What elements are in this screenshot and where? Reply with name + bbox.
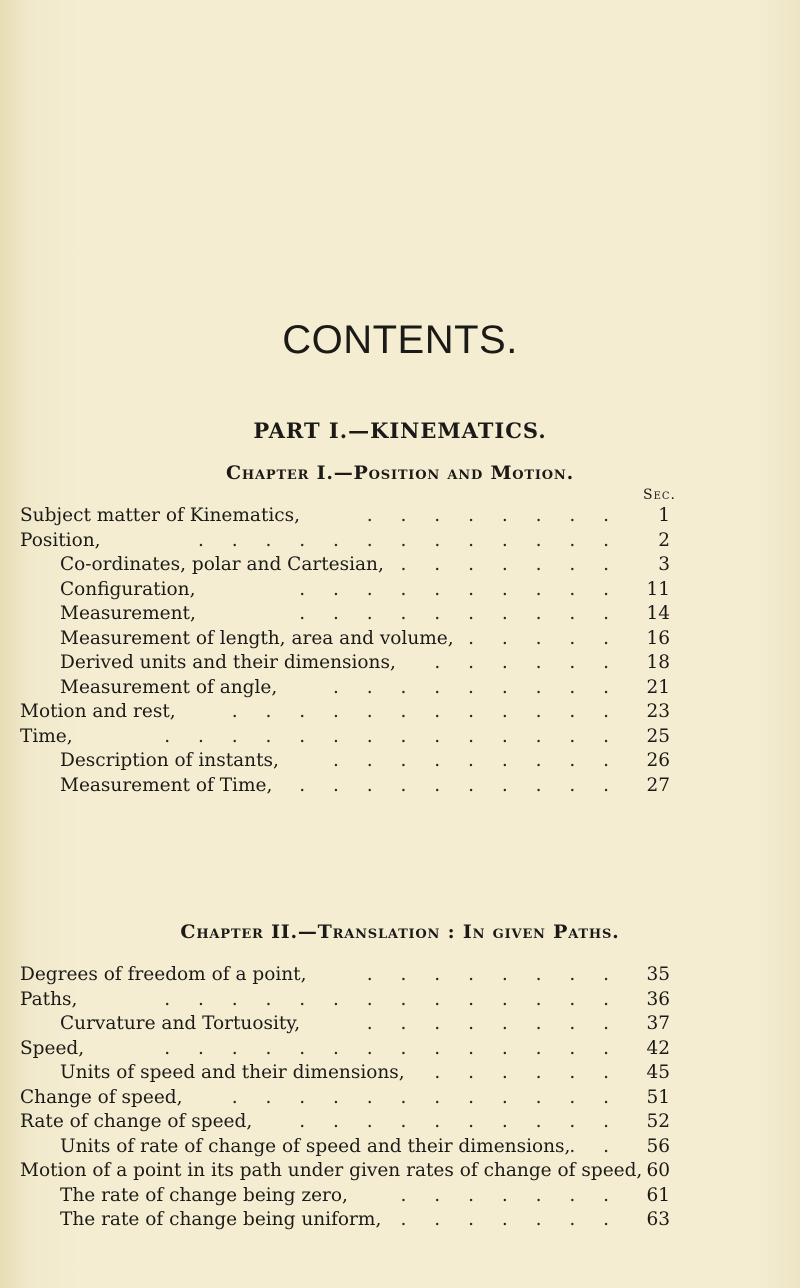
chapter-2-toc [0,963,800,1233]
toc-entry-section-number: 56 [646,1135,670,1157]
chapter-1-title: Chapter I.—Position and Motion. [225,462,575,484]
chapter-2-title: Chapter II.—Translation : In given Paths. [180,921,620,943]
toc-entry-label: Units of speed and their dimensions, [60,1062,405,1083]
dot-leader: . . . . . . . [400,1184,620,1206]
toc-entry [0,725,800,750]
toc-entry-section-number: 3 [658,554,670,575]
toc-entry-label: Paths, [20,988,78,1010]
chapter-1-toc [0,504,800,798]
dot-leader: . . . . . . . . [366,505,620,526]
toc-entry-section-number: 1 [658,505,670,526]
toc-entry-label: The rate of change being uniform, [60,1209,382,1230]
toc-entry-section-number: 21 [646,676,670,698]
toc-entry-section-number: 35 [646,964,670,985]
toc-entry-label: Speed, [20,1037,85,1059]
toc-entry [0,1012,800,1037]
toc-entry-section-number: 36 [646,988,670,1010]
toc-entry-label: Subject matter of Kinematics, [20,505,301,526]
toc-entry [0,749,800,774]
toc-entry-section-number: 11 [646,578,670,600]
toc-entry-section-number: 25 [646,725,670,747]
toc-entry [0,1184,800,1209]
toc-entry-section-number: 51 [646,1086,670,1108]
toc-entry-section-number: 2 [658,529,670,551]
toc-entry-label: Degrees of freedom of a point, [20,964,307,985]
toc-entry [0,774,800,799]
dot-leader: . . . . . . . . . . [299,603,620,624]
toc-entry [0,1159,800,1184]
toc-entry-section-number: 27 [646,774,670,796]
toc-entry-section-number: 42 [646,1037,670,1059]
toc-entry-section-number: 61 [646,1184,670,1206]
dot-leader: . . [569,1135,620,1157]
dot-leader: . . . . . . . . . [333,676,620,698]
toc-entry-label: Co-ordinates, polar and Cartesian, [60,554,384,575]
toc-entry-section-number: 23 [646,701,670,722]
toc-entry-section-number: 63 [646,1209,670,1230]
toc-entry-section-number: 52 [646,1111,670,1132]
toc-entry [0,1110,800,1135]
toc-entry-label: Measurement of length, area and volume, [60,627,454,649]
toc-entry-label: The rate of change being zero, [60,1184,348,1206]
toc-entry-section-number: 37 [646,1013,670,1034]
dot-leader: . . . . . . . . . . . . [231,1086,620,1108]
dot-leader: . . . . . . . . . . . . . [197,529,620,551]
toc-entry-label: Motion and rest, [20,701,176,722]
contents-heading: CONTENTS. [282,318,518,362]
toc-entry-label: Configuration, [60,578,196,600]
toc-entry-section-number: 45 [646,1062,670,1083]
toc-entry [0,963,800,988]
dot-leader: . . . . . . . . . . . . . . [164,725,620,747]
dot-leader: . . . . . [468,627,620,649]
toc-entry-label: Time, [20,725,73,747]
toc-entry [0,602,800,627]
dot-leader: . . . . . . [434,1062,620,1083]
dot-leader: . . . . . . [434,652,620,673]
toc-entry [0,1086,800,1111]
toc-entry [0,504,800,529]
toc-entry-label: Rate of change of speed, [20,1111,253,1132]
toc-entry-label: Description of instants, [60,750,279,771]
toc-entry-label: Derived units and their dimensions, [60,652,396,673]
toc-entry [0,1208,800,1233]
toc-entry [0,700,800,725]
toc-entry-section-number: 26 [646,750,670,771]
dot-leader: . . . . . . . . . [333,750,620,771]
toc-entry [0,627,800,652]
toc-entry [0,553,800,578]
dot-leader: . . . . . . . . . . [299,578,620,600]
toc-entry [0,1037,800,1062]
dot-leader: . . . . . . . . . . . . [231,701,620,722]
toc-entry-label: Position, [20,529,101,551]
toc-entry [0,988,800,1013]
toc-entry-label: Units of rate of change of speed and their dimensions, [60,1135,571,1157]
toc-entry [0,529,800,554]
part-title: PART I.—KINEMATICS. [253,418,547,443]
toc-entry-section-number: 14 [646,603,670,624]
section-column-label: Sec. [643,487,676,503]
dot-leader: . . . . . . . . [366,1013,620,1034]
toc-entry [0,1135,800,1160]
toc-entry [0,578,800,603]
dot-leader: . . . . . . . . . . . . . . [164,1037,620,1059]
toc-entry [0,1061,800,1086]
dot-leader: . . . . . . . [400,1209,620,1230]
toc-entry-label: Measurement of Time, [60,774,273,796]
dot-leader: . . . . . . . . . . [299,774,620,796]
toc-entry [0,651,800,676]
toc-entry-label: Measurement of angle, [60,676,278,698]
dot-leader: . . . . . . . [400,554,620,575]
toc-entry-label: Change of speed, [20,1086,183,1108]
toc-entry [0,676,800,701]
dot-leader: . . . . . . . . [366,964,620,985]
toc-entry-section-number: 60 [646,1160,670,1181]
toc-entry-label: Curvature and Tortuosity, [60,1013,301,1034]
toc-entry-label: Measurement, [60,603,196,624]
toc-entry-section-number: 18 [646,652,670,673]
toc-entry-section-number: 16 [646,627,670,649]
toc-entry-label: Motion of a point in its path under given rates of change of speed, [20,1160,643,1181]
dot-leader: . . . . . . . . . . [299,1111,620,1132]
dot-leader: . . . . . . . . . . . . . . [164,988,620,1010]
